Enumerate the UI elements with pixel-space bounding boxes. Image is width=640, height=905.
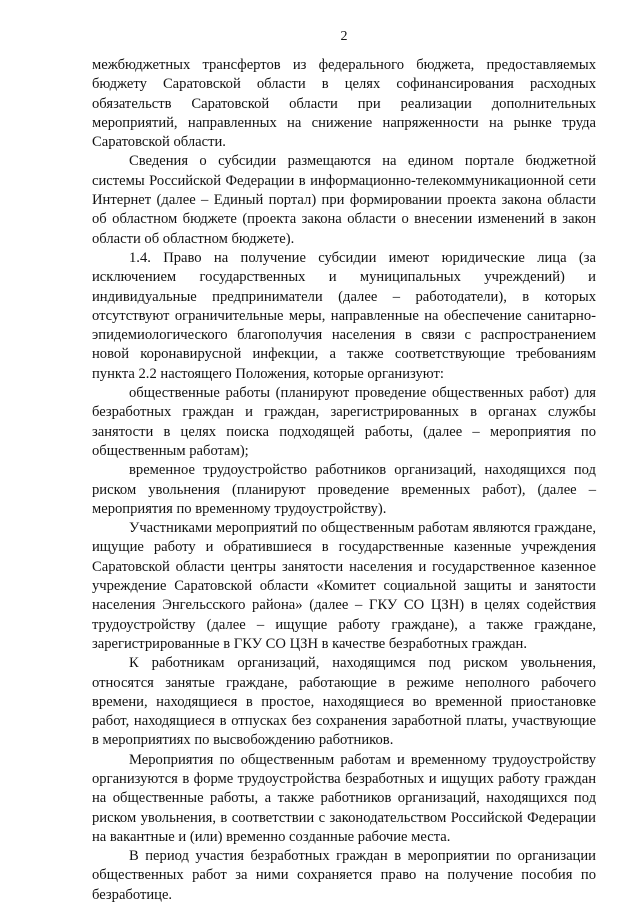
paragraph-unemployment-benefit: В период участия безработных граждан в мероприятии по организации общественных работ за ними сохраняется право на получение пособия по безработице.: [92, 848, 596, 903]
paragraph-right-to-subsidy: 1.4. Право на получение субсидии имеют юридические лица (за исключением государственных и муниципальных учреждений) и индивидуальные предприниматели (далее – работодатели), в которых отсутствуют ограничительные меры, направленные на обеспечение санитарно-эпидемиологического благополучия населения в связи с распространением новой коронавирусной инфекции, а также соответствующие требованиям пункта 2.2 настоящего Положения, которые организуют:: [92, 249, 596, 382]
paragraph-budget-transfers: межбюджетных трансфертов из федерального бюджета, предоставляемых бюджету Саратовской области в целях софинансирования расходных обязательств Саратовской области при реализации дополнительных мероприятий, направленных на снижение напряженности на рынке труда Саратовской области.: [92, 57, 596, 151]
paragraph-subsidy-info: Сведения о субсидии размещаются на едином портале бюджетной системы Российской Федерации в информационно-телекоммуникационной сети Интернет (далее – Единый портал) при формировании проекта закона области об областном бюджете (проекта закона области о внесении изменений в закон области об областном бюджете).: [92, 153, 596, 247]
paragraph-public-works: общественные работы (планируют проведение общественных работ) для безработных граждан и граждан, зарегистрированных в органах службы занятости в целях поиска подходящей работы, (далее – мероприятия по общественным работам);: [92, 385, 596, 459]
paragraph-participants: Участниками мероприятий по общественным работам являются граждане, ищущие работу и обратившиеся в государственные казенные учреждения Саратовской области центры занятости населения и государственное казенное учреждение Саратовской области «Комитет социальной защиты и занятости населения Энгельсского района» (далее – ГКУ СО ЦЗН) в целях содействия трудоустройству (далее – ищущие работу граждане), а также граждане, зарегистрированные в ГКУ СО ЦЗН в качестве безработных граждан.: [92, 520, 596, 652]
page-number: 2: [340, 29, 348, 44]
paragraph-risk-of-dismissal: К работникам организаций, находящимся под риском увольнения, относятся занятые граждане, работающие в режиме неполного рабочего времени, находящиеся в простое, находящиеся во временной приостановке работ, находящиеся в отпусках без сохранения заработной платы, участвующие в мероприятиях по высвобождению работников.: [92, 655, 596, 749]
paragraph-temporary-employment: временное трудоустройство работников организаций, находящихся под риском увольнения (планируют проведение временных работ), (далее – мероприятия по временному трудоустройству).: [92, 462, 596, 517]
document-page: [92, 28, 596, 905]
paragraph-organization-form: Мероприятия по общественным работам и временному трудоустройству организуются в форме трудоустройства безработных и ищущих работу граждан на общественные работы, а также работников организаций, находящихся под риском увольнения, в соответствии с законодательством Российской Федерации на вакантные и (или) временно созданные рабочие места.: [92, 751, 596, 845]
